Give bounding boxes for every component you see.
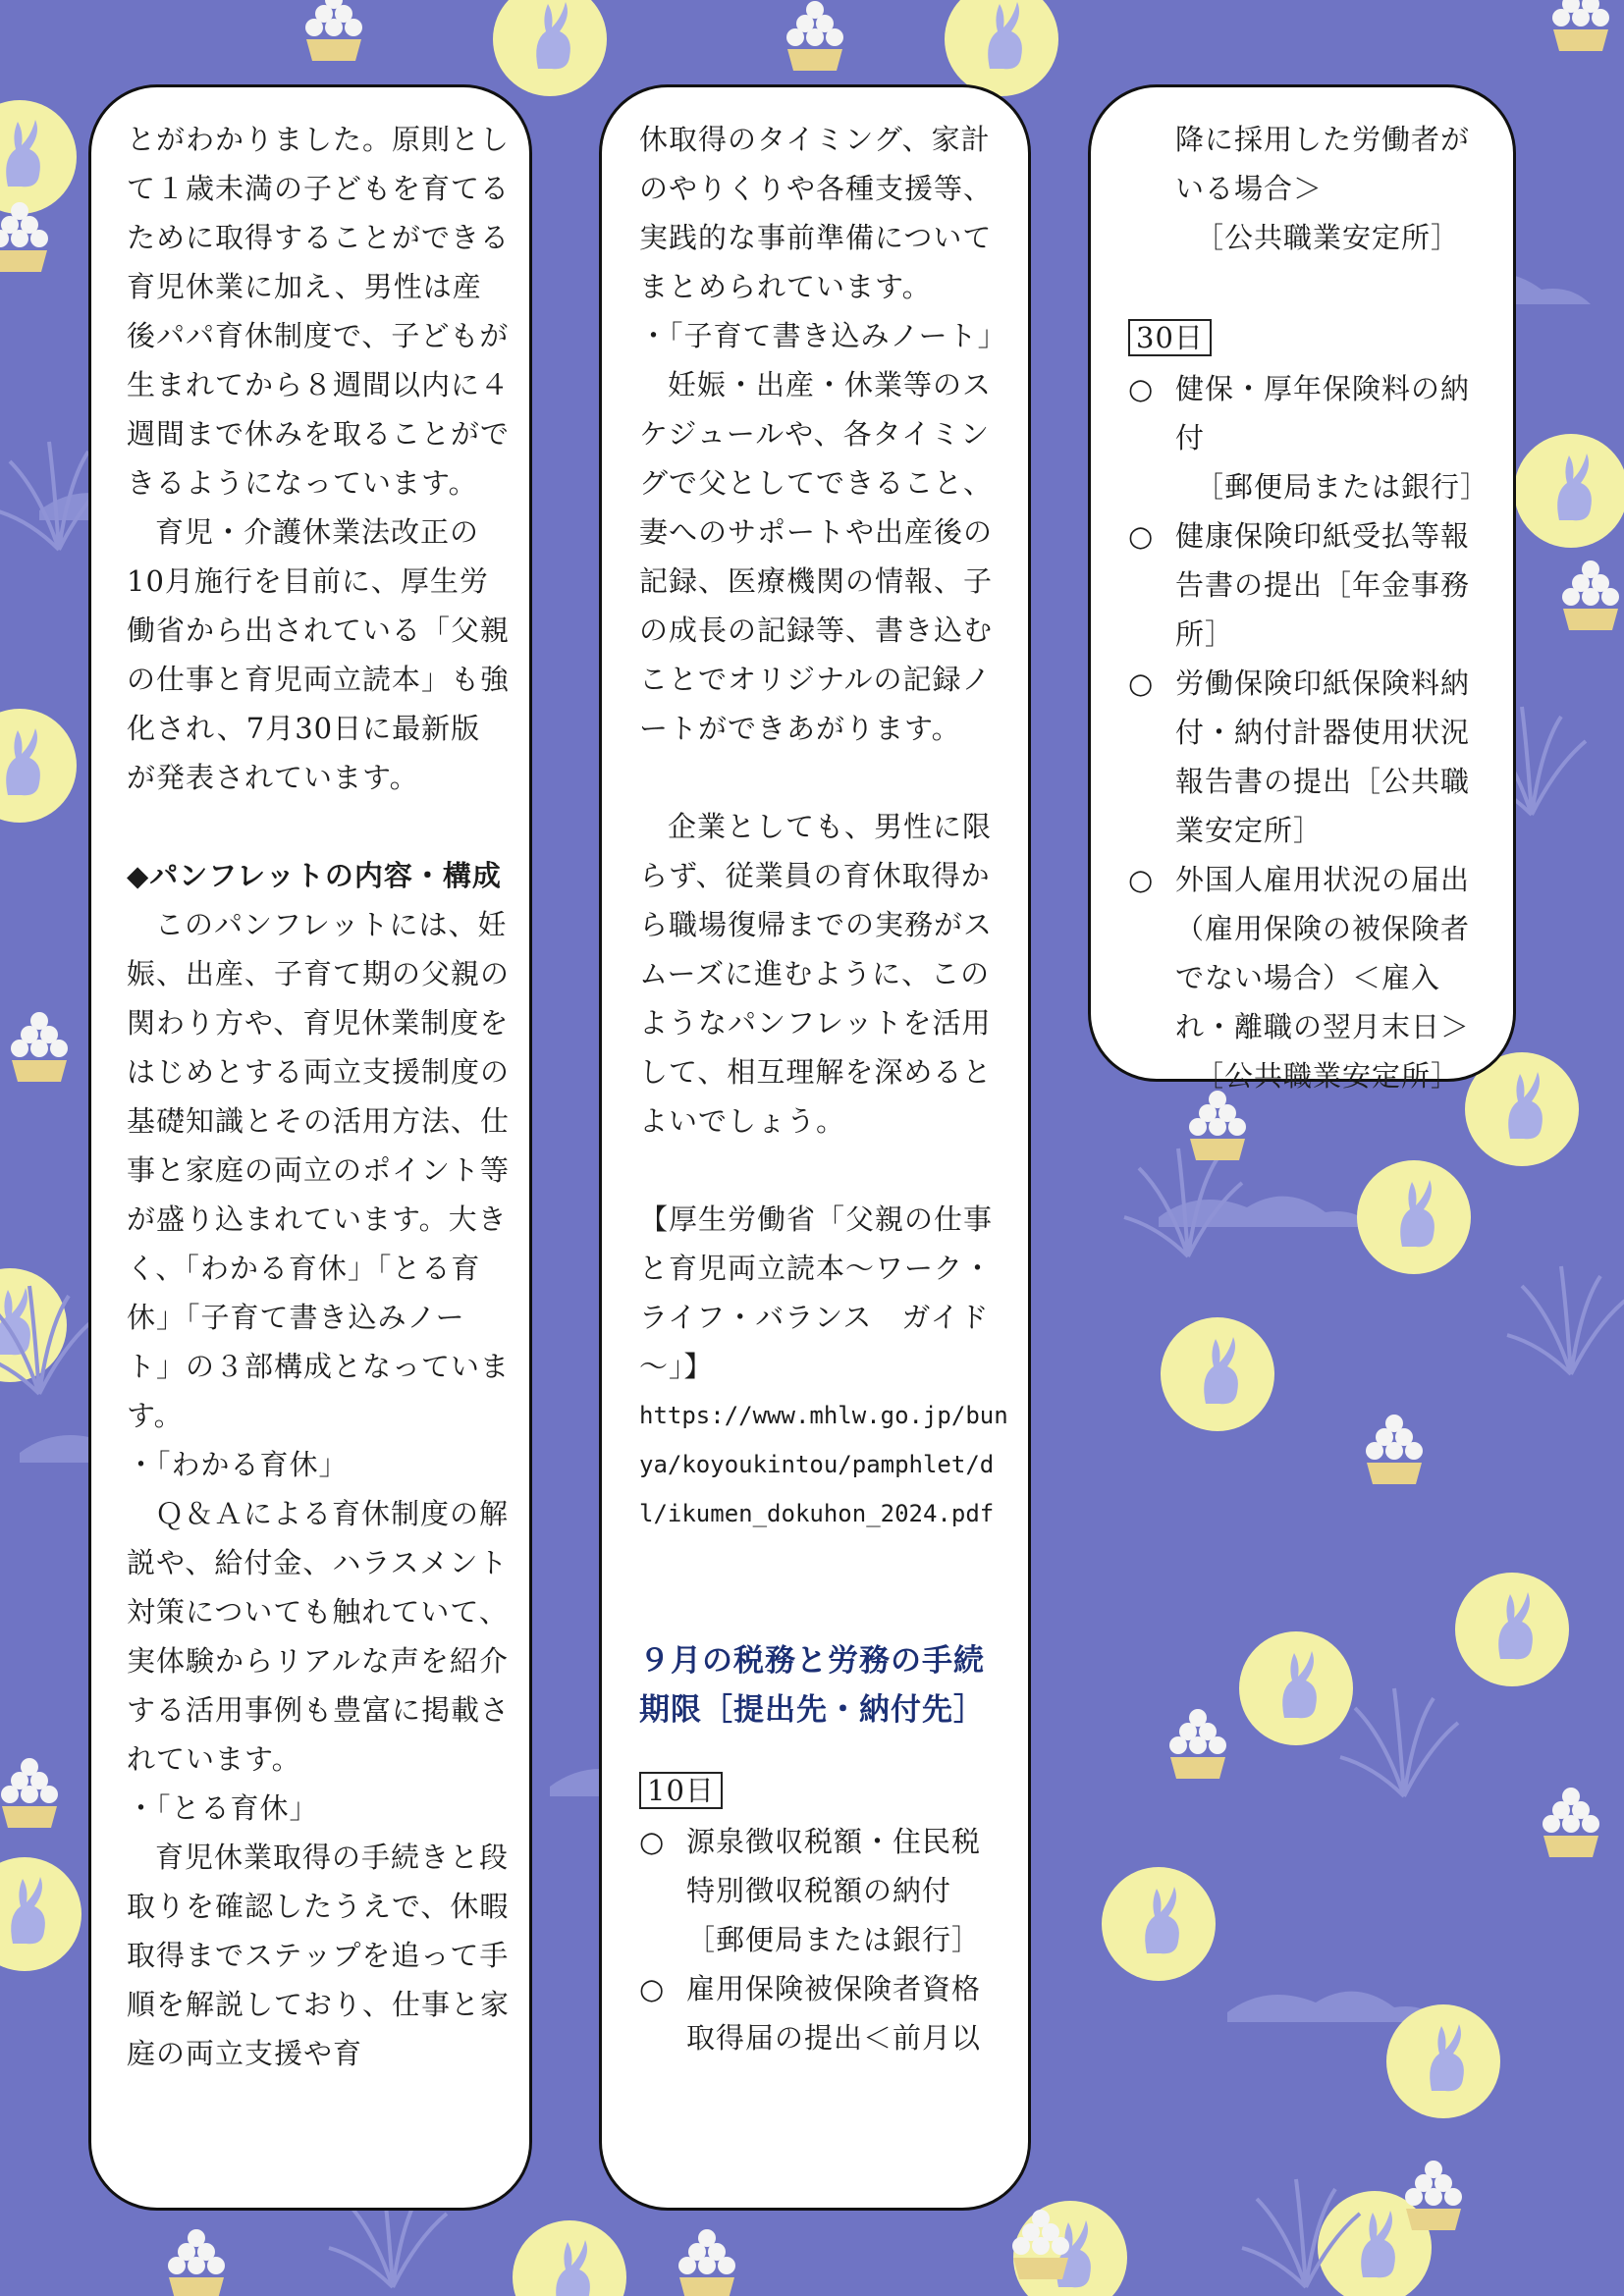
circle-mark-icon: ○ — [1128, 372, 1155, 405]
deadline-item: ○ 源泉徴収税額・住民税特別徴収税額の納付［郵便局または銀行］ — [639, 1817, 1008, 1964]
deadline-item: ○ 健保・厚年保険料の納付 — [1128, 364, 1493, 462]
deadline-item: ○ 外国人雇用状況の届出（雇用保険の被保険者でない場合）＜雇入れ・離職の翌月末日＞ — [1128, 855, 1493, 1051]
paragraph: Ｑ＆Ａによる育休制度の解説や、給付金、ハラスメント対策についても触れていて、実体験からリアルな声を紹介する活用事例も豊富に掲載されています。 — [127, 1497, 511, 1776]
paragraph: 企業としても、男性に限らず、従業員の育休取得から職場復帰までの実務がスムーズに進むように、このようなパンフレットを活用して、相互理解を深めるとよいでしょう。 — [639, 810, 994, 1138]
deadline-item-destination: ［郵便局または銀行］ — [1195, 470, 1490, 504]
deadline-item-continued: 降に採用した労働者がいる場合＞ — [1175, 123, 1471, 205]
circle-mark-icon: ○ — [1128, 863, 1155, 896]
day-label: 10日 — [639, 1772, 723, 1809]
paragraph: 休取得のタイミング、家計のやりくりや各種支援等、実践的な事前準備についてまとめられています。 — [639, 123, 994, 303]
section-heading: ◆パンフレットの内容・構成 — [127, 859, 502, 892]
deadline-item-destination: ［公共職業安定所］ — [1195, 1059, 1461, 1093]
reference-url[interactable]: https://www.mhlw.go.jp/bunya/koyoukintou/pamphlet/dl/ikumen_dokuhon_2024.pdf — [639, 1402, 1008, 1527]
article-column-1 — [88, 84, 532, 2211]
deadline-item: ○ 健康保険印紙受払等報告書の提出［年金事務所］ — [1128, 511, 1493, 659]
day-label: 30日 — [1128, 319, 1212, 356]
circle-mark-icon: ○ — [1128, 519, 1155, 553]
bullet-label: ・「子育て書き込みノート」 — [639, 319, 1007, 352]
paragraph: 妊娠・出産・休業等のスケジュールや、各タイミングで父としてできること、妻へのサポートや出産後の記録、医療機関の情報、子の成長の記録等、書き込むことでオリジナルの記録ノートができあがります。 — [639, 368, 994, 745]
paragraph: このパンフレットには、妊娠、出産、子育て期の父親の関わり方や、育児休業制度をはじめとする両立支援制度の基礎知識とその活用方法、仕事と家庭の両立のポイント等が盛り込まれています。大きく、「わかる育休」「とる育休」「子育て書き込みノート」の３部構成となっています。 — [127, 908, 511, 1432]
reference-title: 【厚生労働省「父親の仕事と育児両立読本～ワーク・ライフ・バランス ガイド～」】 — [639, 1202, 994, 1383]
bullet-label: ・「とる育休」 — [127, 1791, 319, 1825]
deadline-item: ○ 労働保険印紙保険料納付・納付計器使用状況報告書の提出［公共職業安定所］ — [1128, 659, 1493, 855]
paragraph: 育児・介護休業法改正の10月施行を目前に、厚生労働省から出されている「父親の仕事と育児両立読本」も強化され、7月30日に最新版が発表されています。 — [127, 515, 511, 794]
circle-mark-icon: ○ — [1128, 667, 1155, 700]
deadline-section-title: ９月の税務と労務の手続期限［提出先・納付先］ — [639, 1643, 985, 1728]
paragraph: とがわかりました。原則として１歳未満の子どもを育てるために取得することができる育児休業に加え、男性は産後パパ育休制度で、子どもが生まれてから８週間以内に４週間まで休みを取ることができるようになっています。 — [127, 123, 511, 500]
circle-mark-icon: ○ — [639, 1825, 666, 1858]
deadline-item-destination: ［公共職業安定所］ — [1195, 221, 1461, 254]
paragraph: 育児休業取得の手続きと段取りを確認したうえで、休暇取得までステップを追って手順を解説しており、仕事と家庭の両立支援や育 — [127, 1841, 511, 2070]
bullet-label: ・「わかる育休」 — [127, 1448, 349, 1481]
circle-mark-icon: ○ — [639, 1972, 666, 2005]
article-column-3 — [1088, 84, 1516, 1093]
article-column-2 — [599, 84, 1031, 2211]
deadline-item: ○ 雇用保険被保険者資格取得届の提出＜前月以 — [639, 1964, 1008, 2062]
